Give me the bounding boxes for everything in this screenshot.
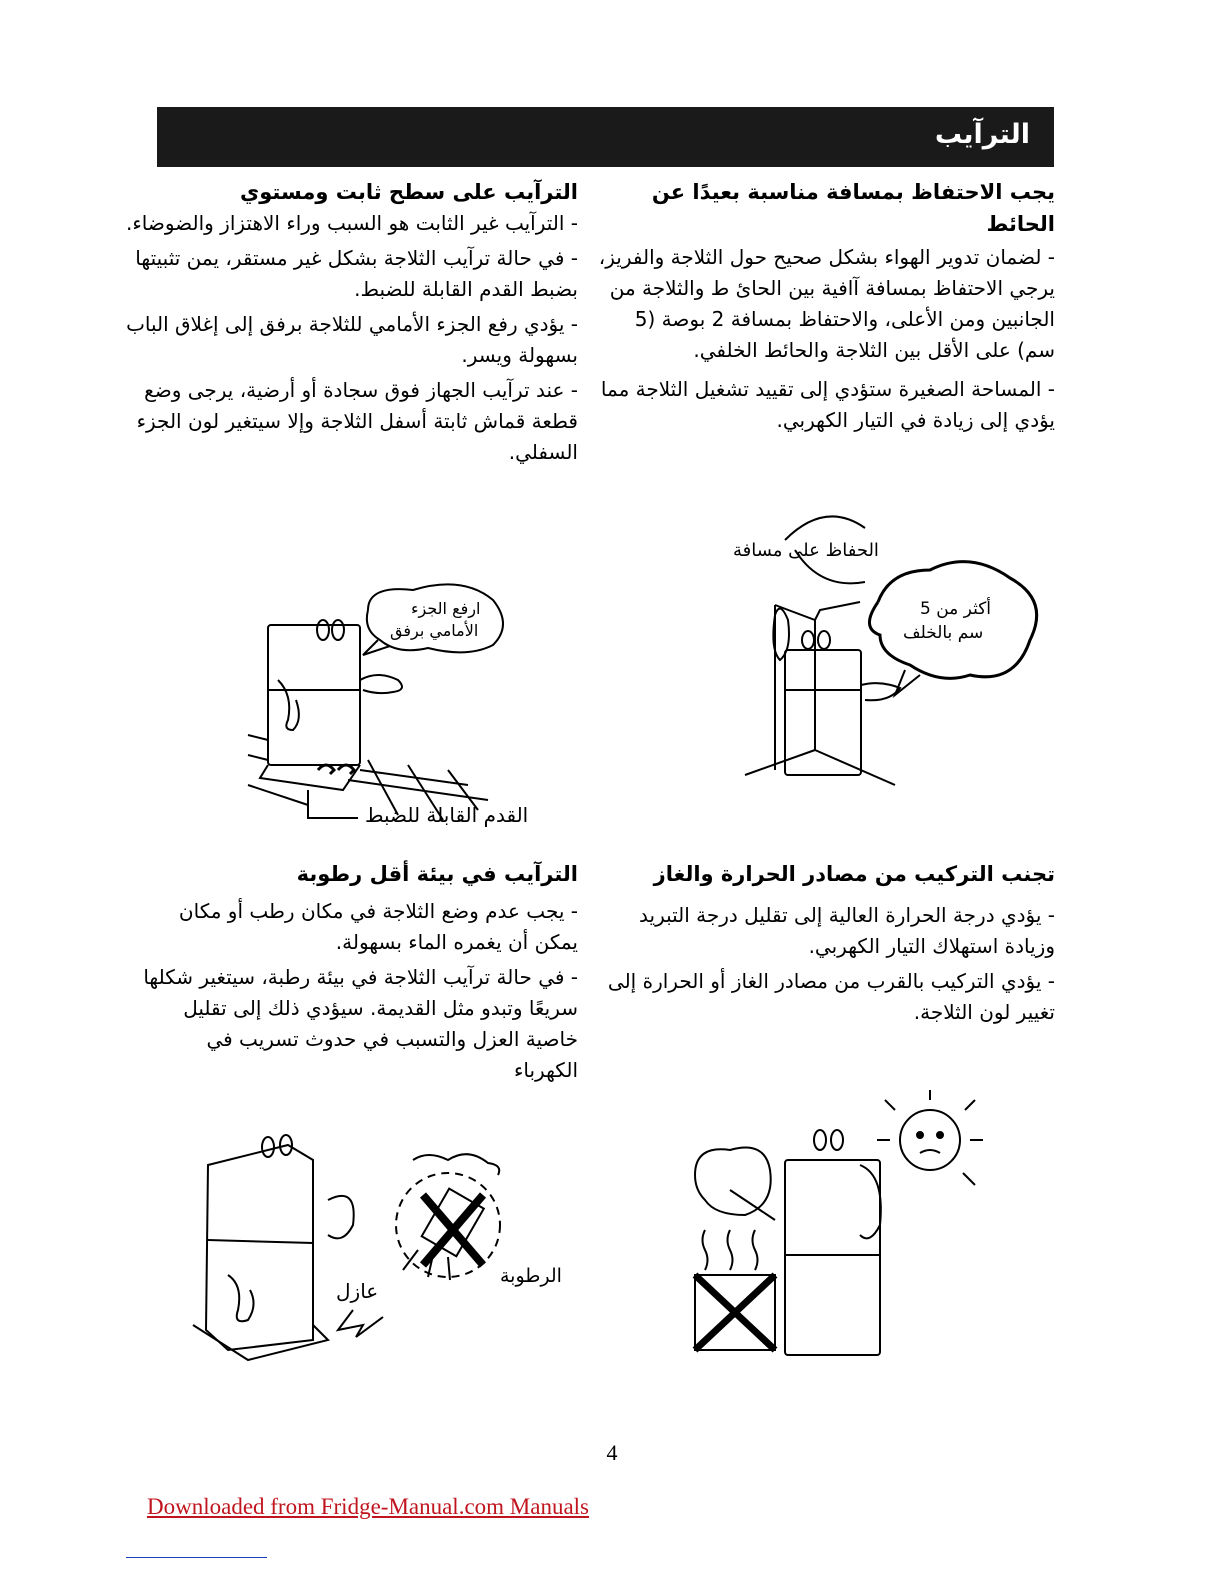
section-header-bar xyxy=(157,107,1054,167)
heat-section xyxy=(600,858,1055,1028)
humidity-title: الترآيب في بيئة أقل رطوبة xyxy=(296,862,578,886)
distance-bubble-line-1: أكثر من 5 xyxy=(920,599,992,619)
page-number: 4 xyxy=(606,1440,618,1465)
heat-title: تجنب التركيب من مصادر الحرارة والغاز xyxy=(653,862,1055,886)
section-title: الترآيب xyxy=(934,119,1030,150)
download-source-link[interactable]: Downloaded from Fridge-Manual.com Manuals xyxy=(147,1494,590,1519)
heat-illustration xyxy=(685,1095,985,1365)
distance-section xyxy=(595,176,1055,436)
footer-divider xyxy=(126,1557,267,1558)
level-title: الترآيب على سطح ثابت ومستوي xyxy=(240,180,578,204)
level-section xyxy=(120,176,578,468)
insulator-label: عازل xyxy=(336,1279,379,1303)
humidity-item-1: - يجب عدم وضع الثلاجة في مكان رطب أو مكان يمكن أن يغمره الماء بسهولة. xyxy=(178,899,578,954)
humidity-label: الرطوبة xyxy=(500,1265,562,1287)
level-item-4: - عند ترآيب الجهاز فوق سجادة أو أرضية، يرجى وضع قطعة قماش ثابتة أسفل الثلاجة وإلا سيتغير لون الجزء السفلي. xyxy=(136,378,578,464)
level-item-1: - الترآيب غير الثابت هو السبب وراء الاهتزاز والضوضاء. xyxy=(125,211,578,235)
leveling-caption: القدم القابلة للضبط xyxy=(365,803,529,827)
humidity-item-2: - في حالة ترآيب الثلاجة في بيئة رطبة، سيتغير شكلها سريعًا وتبدو مثل القديمة. سيؤدي ذلك إلى تقليل خاصية العزل والتسبب في حدوث تسريب في الكهرباء xyxy=(143,965,578,1082)
humidity-section xyxy=(140,858,578,1086)
distance-item-2: - المساحة الصغيرة ستؤدي إلى تقييد تشغيل الثلاجة مما يؤدي إلى زيادة في التيار الكهربي. xyxy=(600,377,1055,432)
heat-item-1: - يؤدي درجة الحرارة العالية إلى تقليل درجة التبريد وزيادة استهلاك التيار الكهربي. xyxy=(639,903,1055,958)
level-item-2: - في حالة ترآيب الثلاجة بشكل غير مستقر، يمن تثبيتها بضبط القدم القابلة للضبط. xyxy=(135,246,578,301)
leveling-bubble-line-1: ارفع الجزء xyxy=(411,599,481,618)
leveling-bubble-line-2: الأمامي برفق xyxy=(390,621,479,640)
distance-bubble-line-2: سم بالخلف xyxy=(903,623,984,643)
distance-label: الحفاظ على مسافة xyxy=(733,540,879,561)
distance-item-1: - لضمان تدوير الهواء بشكل صحيح حول الثلاجة والفريز، يرجي الاحتفاظ بمسافة آافية بين الحائ ط والثلاجة من الجانبين ومن الأعلى، والاحتفاظ بمسافة 2 بوصة (5 سم) على الأقل بين الثلاجة والحائط الخلفي. xyxy=(598,245,1055,362)
leveling-illustration xyxy=(248,580,558,830)
distance-title: يجب الاحتفاظ بمسافة مناسبة بعيدًا عن الحائط xyxy=(651,180,1055,236)
humidity-illustration xyxy=(188,1125,568,1370)
level-item-3: - يؤدي رفع الجزء الأمامي للثلاجة برفق إلى إغلاق الباب بسهولة ويسر. xyxy=(126,312,578,367)
heat-item-2: - يؤدي التركيب بالقرب من مصادر الغاز أو الحرارة إلى تغيير لون الثلاجة. xyxy=(607,969,1055,1024)
